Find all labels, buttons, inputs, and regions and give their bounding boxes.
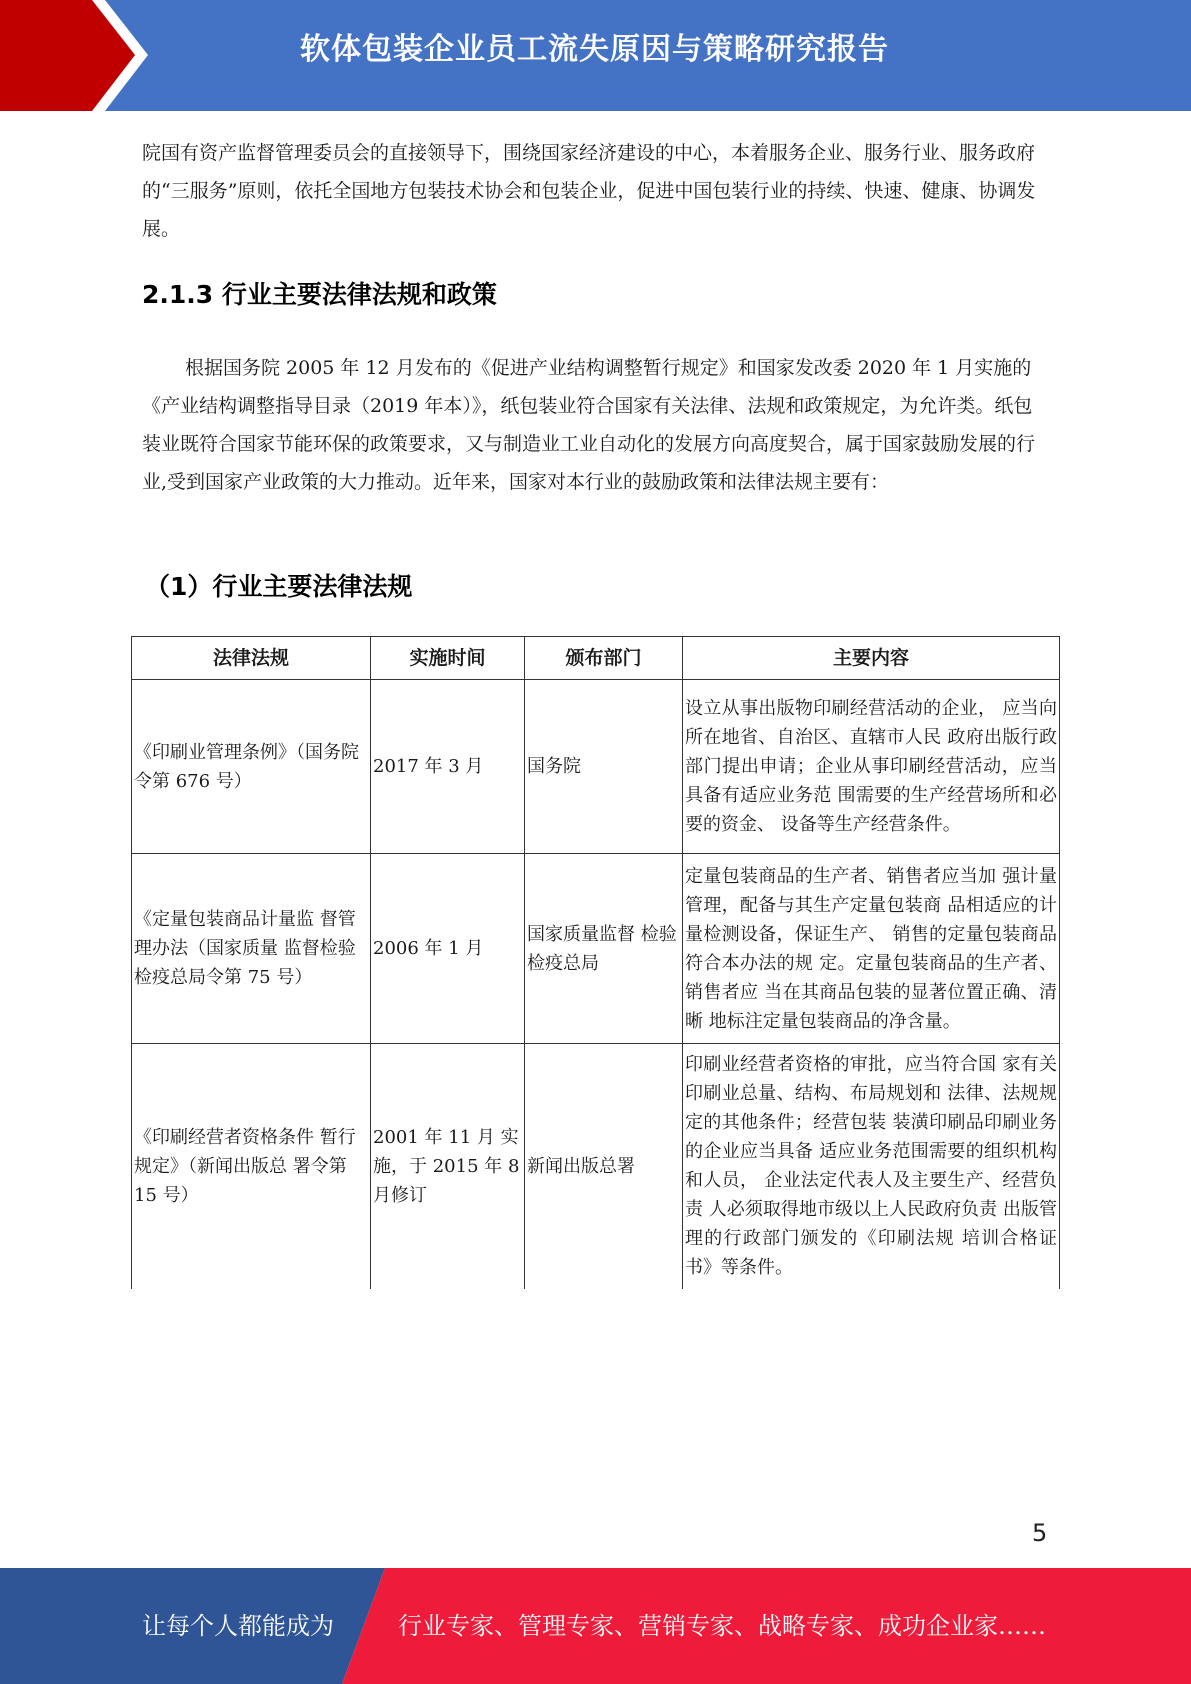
cell-law: 《印刷经营者资格条件 暂行规定》（新闻出版总 署令第 15 号） <box>132 1044 371 1289</box>
page-number: 5 <box>1032 1519 1048 1547</box>
cell-date: 2001 年 11 月 实施，于 2015 年 8 月修订 <box>371 1044 525 1289</box>
cell-content: 定量包装商品的生产者、销售者应当加 强计量管理，配备与其生产定量包装商 品相适应的计量检测设备，保证生产、 销售的定量包装商品符合本办法的规 定。定量包装商品的生产者、销售者应 当在其商品包装的显著位置正确、清晰 地标注定量包装商品的净含量。 <box>683 854 1060 1044</box>
subsection-heading: （1）行业主要法律法规 <box>145 572 413 601</box>
page-footer <box>0 1568 1191 1684</box>
cell-content: 设立从事出版物印刷经营活动的企业， 应当向所在地省、自治区、直辖市人民 政府出版行政部门提出申请；企业从事印刷经营活动，应当具备有适应业务范 围需要的生产经营场所和必要的资金、 设备等生产经营条件。 <box>683 680 1060 854</box>
footer-slogan-left: 让每个人都能成为 <box>142 1612 334 1640</box>
table-row <box>132 680 1060 854</box>
header-date: 实施时间 <box>371 637 525 680</box>
header-dept: 颁布部门 <box>525 637 683 680</box>
laws-table <box>131 636 1060 1289</box>
table-row <box>132 1044 1060 1289</box>
cell-content: 印刷业经营者资格的审批，应当符合国 家有关印刷业总量、结构、布局规划和 法律、法规规定的其他条件；经营包装 装潢印刷品印刷业务的企业应当具备 适应业务范围需要的组织机构和人员， 企业法定代表人及主要生产、经营负责 人必须取得地市级以上人民政府负责 出版管理的行政部门颁发的《印刷法规 培训合格证书》等条件。 <box>683 1044 1060 1289</box>
cell-law: 《定量包装商品计量监 督管理办法（国家质量 监督检验检疫总局令第 75 号） <box>132 854 371 1044</box>
laws-table-container <box>131 636 1060 1289</box>
table-row <box>132 854 1060 1044</box>
cell-law: 《印刷业管理条例》（国务院令第 676 号） <box>132 680 371 854</box>
footer-slogan-right: 行业专家、管理专家、营销专家、战略专家、成功企业家…… <box>398 1612 1046 1640</box>
page-header <box>0 0 1191 111</box>
cell-dept: 国家质量监督 检验检疫总局 <box>525 854 683 1044</box>
header-law: 法律法规 <box>132 637 371 680</box>
section-heading: 2.1.3 行业主要法律法规和政策 <box>142 280 497 309</box>
intro-paragraph: 院国有资产监督管理委员会的直接领导下，围绕国家经济建设的中心，本着服务企业、服务行业、服务政府的“三服务”原则，依托全国地方包装技术协会和包装企业，促进中国包装行业的持续、快速、健康、协调发展。 <box>142 142 1036 240</box>
cell-dept: 国务院 <box>525 680 683 854</box>
table-header-row <box>132 637 1060 680</box>
report-title: 软体包装企业员工流失原因与策略研究报告 <box>300 32 889 67</box>
cell-date: 2006 年 1 月 <box>371 854 525 1044</box>
policy-paragraph: 根据国务院 2005 年 12 月发布的《促进产业结构调整暂行规定》和国家发改委 2020 年 1 月实施的《产业结构调整指导目录（2019 年本）》，纸包装业符合国家有关法律、法规和政策规定，为允许类。纸包装业既符合国家节能环保的政策要求，又与制造业工业自动化的发展方向高度契合，属于国家鼓励发展的行业,受到国家产业政策的大力推动。近年来，国家对本行业的鼓励政策和法律法规主要有： <box>142 357 1036 493</box>
header-content: 主要内容 <box>683 637 1060 680</box>
cell-date: 2017 年 3 月 <box>371 680 525 854</box>
cell-dept: 新闻出版总署 <box>525 1044 683 1289</box>
